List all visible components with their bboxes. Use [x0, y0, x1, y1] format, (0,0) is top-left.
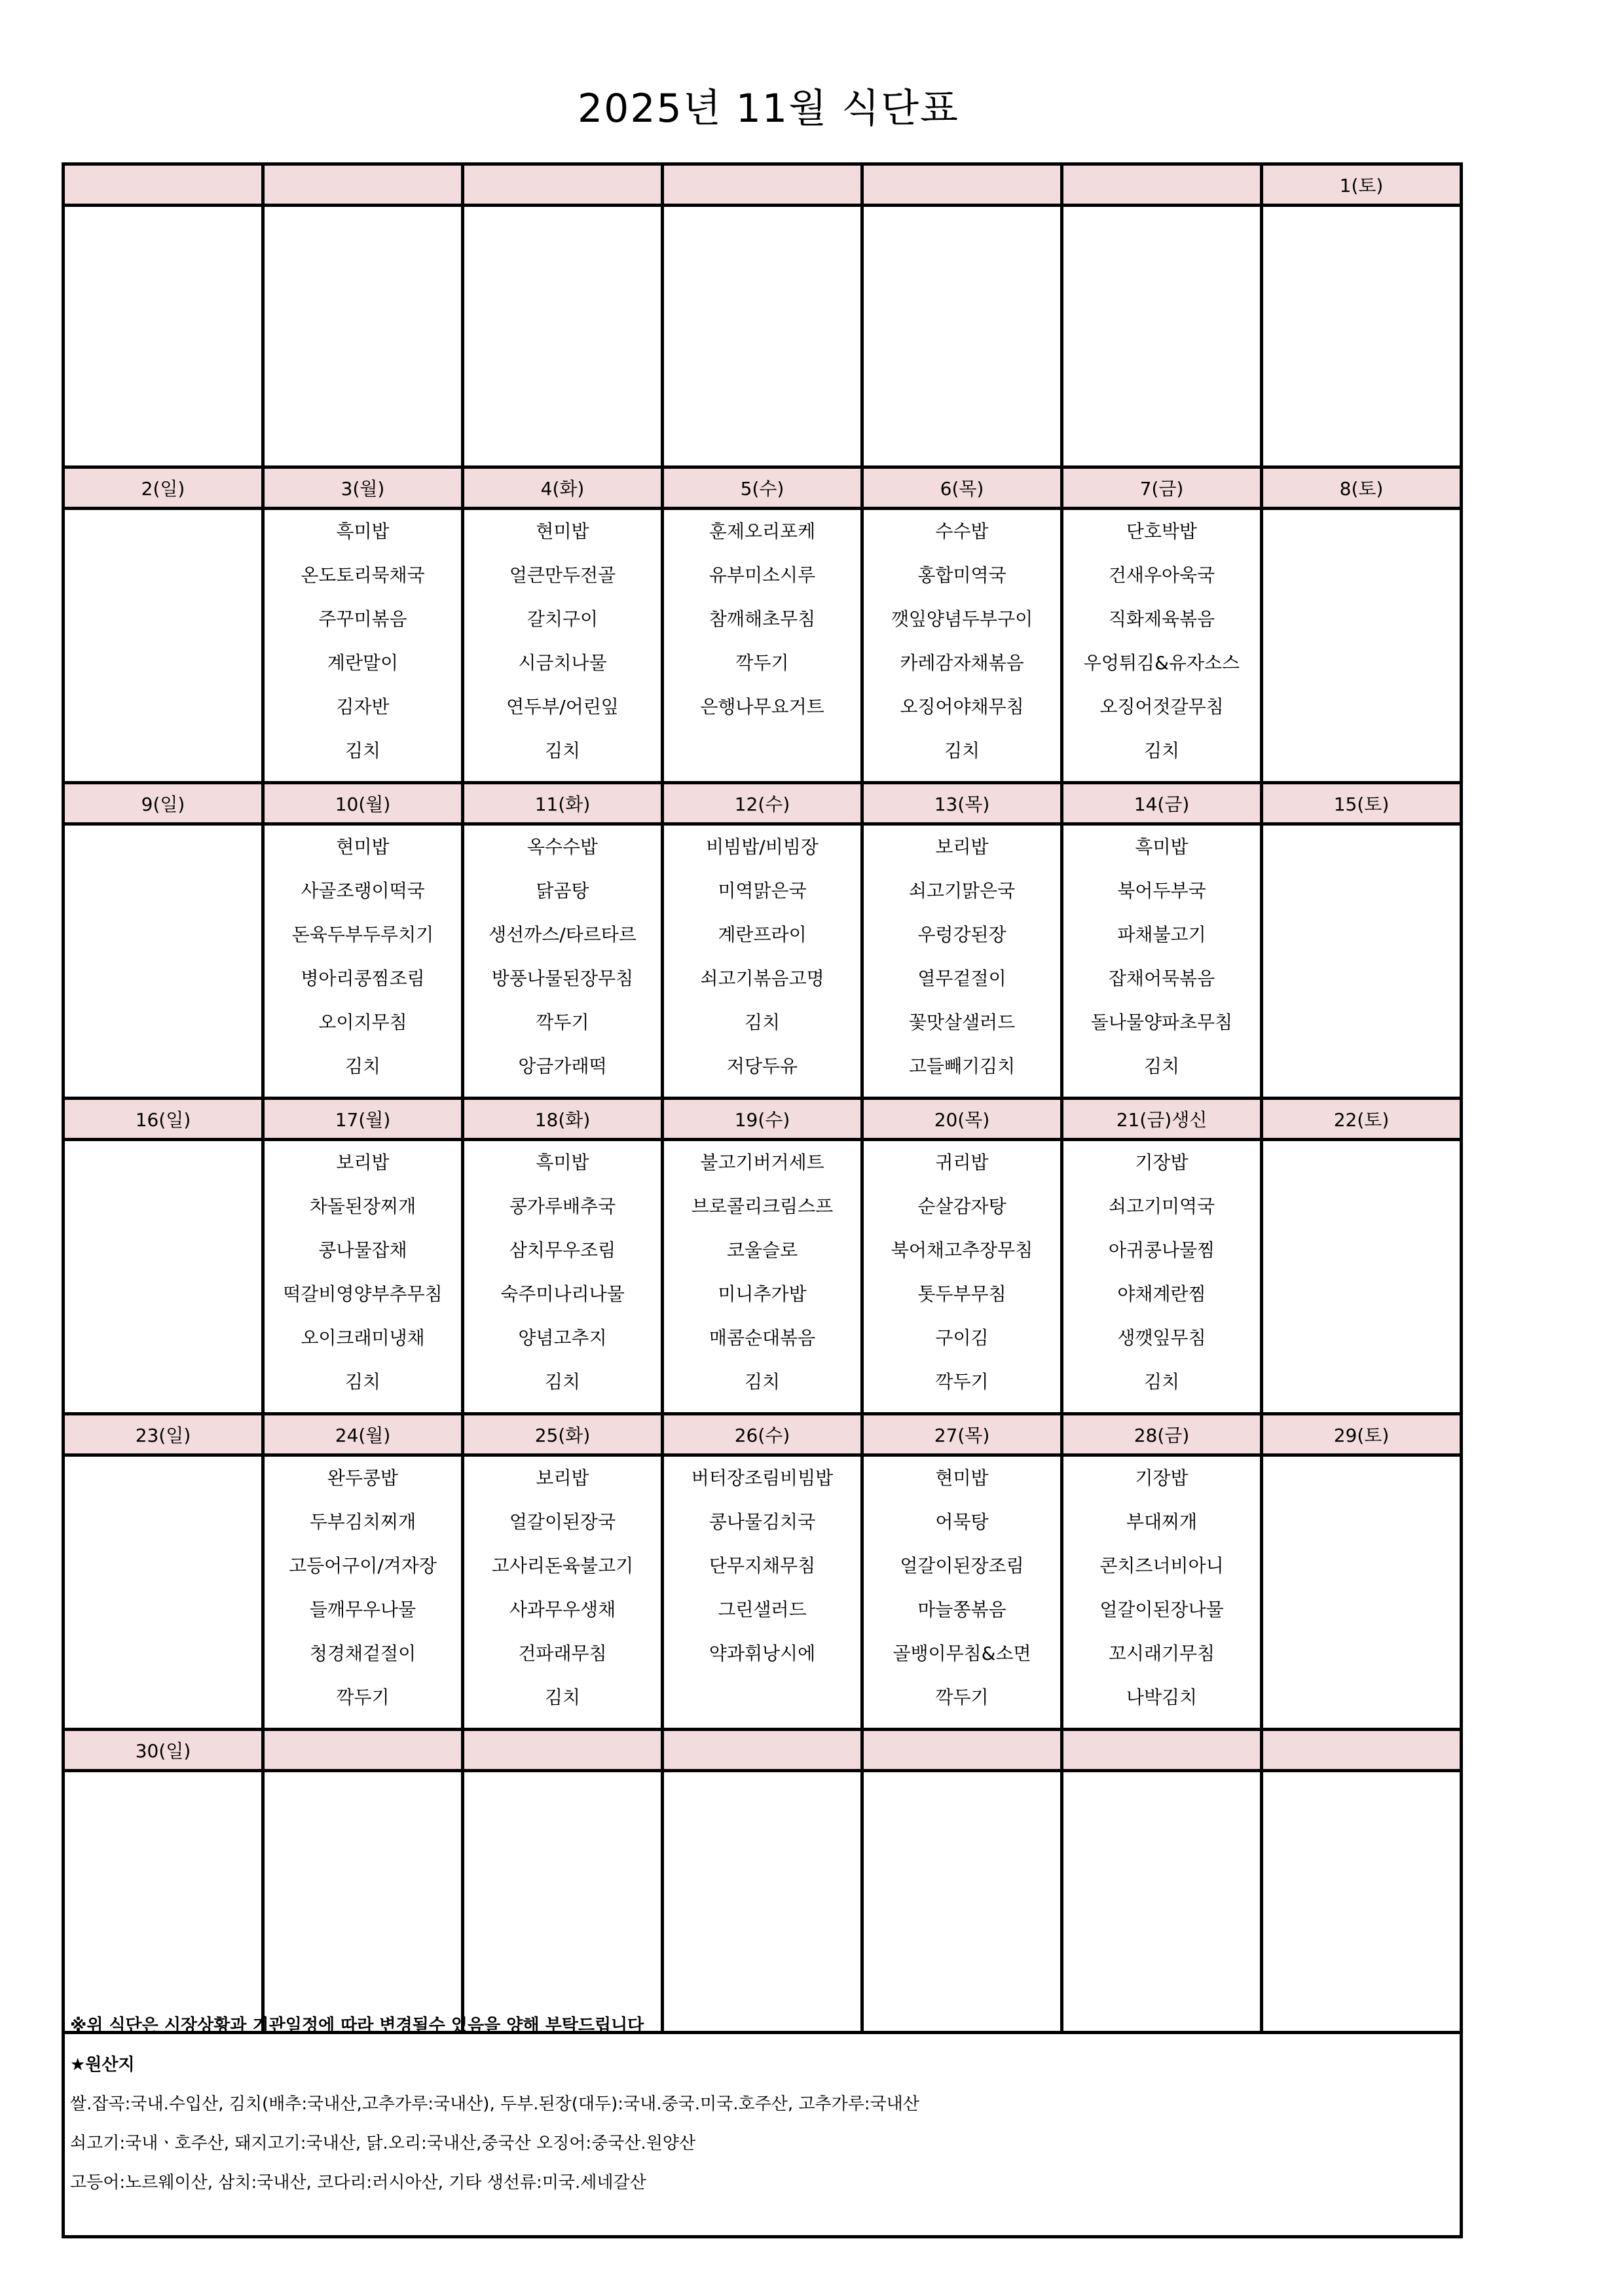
day-label: 25(화) — [463, 1414, 663, 1455]
day-menu-cell — [663, 1771, 862, 2033]
meal-calendar — [62, 162, 1463, 2034]
menu-list — [1263, 207, 1460, 215]
menu-list — [265, 1772, 461, 1780]
menu-list — [265, 510, 461, 781]
day-menu-cell — [862, 1455, 1062, 1730]
menu-item: 오징어젓갈무침 — [1099, 696, 1224, 718]
menu-item: 깍두기 — [536, 1011, 589, 1033]
day-menu-cell — [64, 206, 263, 467]
menu-item: 돌나물양파초무침 — [1090, 1011, 1233, 1033]
day-menu-cell — [862, 206, 1062, 467]
day-menu-cell — [663, 1140, 862, 1414]
day-menu-cell — [862, 509, 1062, 783]
menu-item: 코울슬로 — [726, 1239, 798, 1261]
menu-item: 단무지채무침 — [709, 1555, 816, 1576]
day-menu-cell — [862, 1140, 1062, 1414]
menu-item: 숙주미나리나물 — [500, 1283, 625, 1305]
menu-item: 꽃맛살샐러드 — [908, 1011, 1016, 1033]
day-label — [663, 164, 862, 206]
menu-item: 얼큰만두전골 — [509, 564, 616, 586]
day-label: 15(토) — [1262, 783, 1462, 824]
menu-item: 오이크래미냉채 — [301, 1327, 425, 1349]
menu-item: 마늘쫑볶음 — [917, 1599, 1006, 1620]
day-menu-cell — [463, 509, 663, 783]
menu-item: 참깨해초무침 — [709, 608, 816, 630]
day-menu-cell — [1262, 824, 1462, 1099]
day-label — [463, 1730, 663, 1771]
week-menu-row — [64, 824, 1462, 1099]
menu-item: 김치 — [344, 740, 381, 761]
day-menu-cell — [1062, 509, 1262, 783]
day-label: 9(일) — [64, 783, 263, 824]
day-menu-cell — [263, 206, 463, 467]
menu-list — [1063, 826, 1260, 1097]
day-menu-cell — [1062, 1140, 1262, 1414]
menu-item: 계란프라이 — [718, 924, 807, 945]
day-menu-cell — [463, 1140, 663, 1414]
day-label: 27(목) — [862, 1414, 1062, 1455]
day-menu-cell — [64, 509, 263, 783]
menu-item: 깍두기 — [935, 1686, 989, 1708]
menu-item: 은행나무요거트 — [700, 696, 824, 718]
menu-item: 깍두기 — [735, 652, 789, 674]
day-label: 7(금) — [1062, 467, 1262, 509]
menu-item: 흑미밥 — [536, 1152, 589, 1173]
menu-item — [664, 737, 860, 781]
day-menu-cell — [1262, 1771, 1462, 2033]
notice-text: ※위 식단은 시장상황과 기관일정에 따라 변경될수 있음을 양해 부탁드립니다 — [70, 2016, 644, 2035]
day-menu-cell — [663, 824, 862, 1099]
day-label: 2(일) — [64, 467, 263, 509]
menu-item: 꼬시래기무침 — [1108, 1643, 1215, 1664]
menu-item: 사과무우생채 — [509, 1599, 616, 1620]
day-menu-cell — [663, 206, 862, 467]
menu-list — [265, 1457, 461, 1728]
menu-list — [664, 826, 860, 1097]
menu-item: 카레감자채볶음 — [900, 652, 1024, 674]
menu-item: 양념고추지 — [518, 1327, 607, 1349]
week-menu-row — [64, 1771, 1462, 2033]
menu-item: 김치 — [744, 1011, 781, 1033]
page-title: 2025년 11월 식단표 — [578, 86, 959, 132]
day-menu-cell — [663, 1455, 862, 1730]
day-menu-cell — [64, 1455, 263, 1730]
menu-item: 생선까스/타르타르 — [489, 924, 637, 945]
menu-list — [265, 207, 461, 215]
day-label — [263, 1730, 463, 1771]
day-label: 23(일) — [64, 1414, 263, 1455]
menu-item: 부대찌개 — [1126, 1511, 1198, 1533]
menu-item: 김치 — [1143, 1371, 1180, 1393]
menu-item: 우렁강된장 — [917, 924, 1006, 945]
menu-item: 북어채고추장무침 — [891, 1239, 1033, 1261]
menu-item: 톳두부무침 — [917, 1283, 1006, 1305]
day-menu-cell — [64, 824, 263, 1099]
menu-list — [1063, 1457, 1260, 1728]
menu-item: 갈치구이 — [526, 608, 599, 630]
origin-title: ★원산지 — [70, 2055, 135, 2075]
day-menu-cell — [1062, 1455, 1262, 1730]
day-label: 18(화) — [463, 1099, 663, 1140]
menu-item: 콩나물잡채 — [318, 1239, 407, 1261]
day-label: 30(일) — [64, 1730, 263, 1771]
day-menu-cell — [64, 1140, 263, 1414]
menu-list — [664, 1772, 860, 1780]
day-menu-cell — [1062, 206, 1262, 467]
menu-item: 쇠고기맑은국 — [908, 880, 1016, 902]
menu-item: 아귀콩나물찜 — [1108, 1239, 1215, 1261]
menu-list — [464, 1772, 661, 1780]
menu-list — [664, 1141, 860, 1412]
week-header-row — [64, 1414, 1462, 1455]
menu-item: 건새우아욱국 — [1108, 564, 1215, 586]
menu-item: 열무겉절이 — [917, 968, 1006, 989]
day-menu-cell — [463, 206, 663, 467]
menu-item: 보리밥 — [336, 1152, 390, 1173]
menu-item: 완두콩밥 — [327, 1467, 399, 1489]
menu-item: 닭곰탕 — [536, 880, 589, 902]
notes-box — [62, 2005, 1463, 2238]
menu-item: 김치 — [544, 1371, 581, 1393]
menu-item: 그린샐러드 — [718, 1599, 807, 1620]
menu-item: 직화제육볶음 — [1108, 608, 1215, 630]
menu-item: 버터장조림비빔밥 — [691, 1467, 834, 1489]
menu-item: 콘치즈너비아니 — [1099, 1555, 1224, 1576]
week-menu-row — [64, 509, 1462, 783]
day-label: 22(토) — [1262, 1099, 1462, 1140]
day-label — [1262, 1730, 1462, 1771]
day-label — [64, 164, 263, 206]
menu-item — [664, 1684, 860, 1728]
day-menu-cell — [1262, 1455, 1462, 1730]
menu-item: 잡채어묵볶음 — [1108, 968, 1215, 989]
menu-item: 현미밥 — [336, 836, 390, 858]
menu-item: 순살감자탕 — [917, 1195, 1006, 1217]
day-label — [263, 164, 463, 206]
menu-item: 얼갈이된장조림 — [900, 1555, 1024, 1576]
menu-item: 김치 — [944, 740, 980, 761]
day-label: 4(화) — [463, 467, 663, 509]
menu-item: 미역맑은국 — [718, 880, 807, 902]
menu-list — [1063, 1141, 1260, 1412]
menu-list — [864, 207, 1060, 215]
menu-item: 약과휘낭시에 — [709, 1643, 816, 1664]
day-menu-cell — [64, 1771, 263, 2033]
menu-item: 파채불고기 — [1117, 924, 1206, 945]
menu-item: 오이지무침 — [318, 1011, 407, 1033]
menu-list — [464, 1457, 661, 1728]
day-label: 13(목) — [862, 783, 1062, 824]
menu-item: 보리밥 — [935, 836, 989, 858]
menu-item: 쇠고기미역국 — [1108, 1195, 1215, 1217]
menu-item: 콩나물김치국 — [709, 1511, 816, 1533]
menu-item: 연두부/어린잎 — [506, 696, 619, 718]
menu-list — [464, 207, 661, 215]
day-menu-cell — [263, 824, 463, 1099]
menu-item: 흑미밥 — [336, 520, 390, 542]
menu-list — [664, 1457, 860, 1728]
menu-item: 시금치나물 — [518, 652, 607, 674]
week-menu-row — [64, 1455, 1462, 1730]
day-label — [862, 164, 1062, 206]
day-label: 5(수) — [663, 467, 862, 509]
menu-list — [265, 826, 461, 1097]
day-label: 28(금) — [1062, 1414, 1262, 1455]
menu-item: 얼갈이된장나물 — [1099, 1599, 1224, 1620]
menu-item: 건파래무침 — [518, 1643, 607, 1664]
origin-line: 쇠고기:국내ㆍ호주산, 돼지고기:국내산, 닭.오리:국내산,중국산 오징어:중국산.원양산 — [70, 2134, 696, 2153]
menu-item: 온도토리묵채국 — [301, 564, 425, 586]
menu-item: 얼갈이된장국 — [509, 1511, 616, 1533]
menu-item: 김치 — [344, 1371, 381, 1393]
menu-item: 병아리콩찜조림 — [301, 968, 425, 989]
menu-list — [1263, 826, 1460, 833]
menu-item: 오징어야채무침 — [900, 696, 1024, 718]
day-label: 17(월) — [263, 1099, 463, 1140]
menu-list — [65, 510, 261, 518]
menu-list — [65, 1772, 261, 1780]
day-menu-cell — [263, 1771, 463, 2033]
week-header-row — [64, 1730, 1462, 1771]
menu-list — [864, 510, 1060, 781]
menu-item: 흑미밥 — [1135, 836, 1189, 858]
menu-item: 홍합미역국 — [917, 564, 1006, 586]
menu-item: 떡갈비영양부추무침 — [283, 1283, 443, 1305]
day-label: 12(수) — [663, 783, 862, 824]
day-menu-cell — [663, 509, 862, 783]
menu-list — [65, 1457, 261, 1465]
day-menu-cell — [463, 1455, 663, 1730]
menu-item: 비빔밥/비빔장 — [706, 836, 819, 858]
week-menu-row — [64, 1140, 1462, 1414]
day-label: 10(월) — [263, 783, 463, 824]
menu-item: 차돌된장찌개 — [309, 1195, 416, 1217]
day-label: 16(일) — [64, 1099, 263, 1140]
menu-item: 주꾸미볶음 — [318, 608, 407, 630]
menu-item: 김치 — [1143, 740, 1180, 761]
day-menu-cell — [862, 824, 1062, 1099]
menu-item: 브로콜리크림스프 — [691, 1195, 834, 1217]
menu-item: 김치 — [1143, 1055, 1180, 1077]
menu-item: 들깨무우나물 — [309, 1599, 416, 1620]
day-label: 6(목) — [862, 467, 1062, 509]
day-label — [463, 164, 663, 206]
menu-list — [664, 207, 860, 215]
menu-list — [864, 1772, 1060, 1780]
menu-item: 돈육두부두루치기 — [291, 924, 434, 945]
menu-item: 구이김 — [935, 1327, 989, 1349]
menu-list — [1063, 1772, 1260, 1780]
week-header-row — [64, 164, 1462, 206]
menu-item: 야채계란찜 — [1117, 1283, 1206, 1305]
calendar-body — [64, 164, 1462, 2033]
day-label — [1062, 1730, 1262, 1771]
origin-line: 고등어:노르웨이산, 삼치:국내산, 코다리:러시아산, 기타 생선류:미국.세네갈산 — [70, 2173, 646, 2193]
menu-item: 우엉튀김&유자소스 — [1083, 652, 1240, 674]
menu-item: 앙금가래떡 — [518, 1055, 607, 1077]
menu-list — [1263, 510, 1460, 518]
day-label: 19(수) — [663, 1099, 862, 1140]
menu-list — [65, 1141, 261, 1149]
menu-item: 깻잎양념두부구이 — [891, 608, 1033, 630]
menu-item: 김치 — [544, 1686, 581, 1708]
day-menu-cell — [862, 1771, 1062, 2033]
menu-item: 미니추가밥 — [718, 1283, 807, 1305]
menu-item: 고사리돈육불고기 — [491, 1555, 634, 1576]
week-menu-row — [64, 206, 1462, 467]
day-label: 21(금)생신 — [1062, 1099, 1262, 1140]
day-label — [663, 1730, 862, 1771]
day-menu-cell — [463, 824, 663, 1099]
origin-line: 쌀.잡곡:국내.수입산, 김치(배추:국내산,고추가루:국내산), 두부.된장(대두):국내.중국.미국.호주산, 고추가루:국내산 — [70, 2094, 919, 2114]
week-header-row — [64, 1099, 1462, 1140]
menu-item: 고들빼기김치 — [908, 1055, 1016, 1077]
menu-list — [464, 1141, 661, 1412]
menu-item: 삼치무우조림 — [509, 1239, 616, 1261]
menu-item: 계란말이 — [327, 652, 399, 674]
day-label: 11(화) — [463, 783, 663, 824]
menu-item: 옥수수밥 — [526, 836, 599, 858]
day-label: 3(월) — [263, 467, 463, 509]
week-header-row — [64, 783, 1462, 824]
menu-item: 사골조랭이떡국 — [301, 880, 425, 902]
menu-item: 깍두기 — [935, 1371, 989, 1393]
menu-item: 방풍나물된장무침 — [491, 968, 634, 989]
menu-item: 북어두부국 — [1117, 880, 1206, 902]
menu-item: 고등어구이/겨자장 — [289, 1555, 437, 1576]
menu-list — [1063, 510, 1260, 781]
menu-list — [864, 1457, 1060, 1728]
day-menu-cell — [263, 1455, 463, 1730]
day-label: 14(금) — [1062, 783, 1262, 824]
day-label — [862, 1730, 1062, 1771]
day-menu-cell — [1062, 824, 1262, 1099]
menu-item: 매콤순대볶음 — [709, 1327, 816, 1349]
week-header-row — [64, 467, 1462, 509]
day-menu-cell — [1062, 1771, 1262, 2033]
menu-list — [664, 510, 860, 781]
day-menu-cell — [463, 1771, 663, 2033]
menu-list — [464, 510, 661, 781]
menu-list — [1263, 1772, 1460, 1780]
menu-item: 현미밥 — [935, 1467, 989, 1489]
menu-item: 기장밥 — [1135, 1467, 1189, 1489]
day-menu-cell — [263, 1140, 463, 1414]
day-label: 8(토) — [1262, 467, 1462, 509]
menu-item: 김자반 — [336, 696, 390, 718]
menu-item: 김치 — [544, 740, 581, 761]
menu-list — [864, 1141, 1060, 1412]
menu-item: 생깻잎무침 — [1117, 1327, 1206, 1349]
menu-list — [1263, 1141, 1460, 1149]
menu-item: 수수밥 — [935, 520, 989, 542]
menu-item: 훈제오리포케 — [709, 520, 816, 542]
menu-item: 두부김치찌개 — [309, 1511, 416, 1533]
menu-item: 현미밥 — [536, 520, 589, 542]
menu-item: 골뱅이무침&소면 — [893, 1643, 1031, 1664]
menu-item: 기장밥 — [1135, 1152, 1189, 1173]
menu-item: 나박김치 — [1126, 1686, 1198, 1708]
menu-item: 김치 — [344, 1055, 381, 1077]
day-menu-cell — [1262, 206, 1462, 467]
menu-item: 청경채겉절이 — [309, 1643, 416, 1664]
day-menu-cell — [1262, 509, 1462, 783]
menu-list — [265, 1141, 461, 1412]
menu-list — [864, 826, 1060, 1097]
day-label: 24(월) — [263, 1414, 463, 1455]
menu-item: 보리밥 — [536, 1467, 589, 1489]
menu-item: 김치 — [744, 1371, 781, 1393]
menu-item: 유부미소시루 — [709, 564, 816, 586]
menu-list — [65, 207, 261, 215]
menu-item: 깍두기 — [336, 1686, 390, 1708]
menu-list — [464, 826, 661, 1097]
menu-item: 불고기버거세트 — [700, 1152, 824, 1173]
day-label — [1062, 164, 1262, 206]
menu-item: 단호박밥 — [1126, 520, 1198, 542]
day-menu-cell — [263, 509, 463, 783]
menu-item: 귀리밥 — [935, 1152, 989, 1173]
day-label: 29(토) — [1262, 1414, 1462, 1455]
day-menu-cell — [1262, 1140, 1462, 1414]
menu-item: 어묵탕 — [935, 1511, 989, 1533]
day-label: 1(토) — [1262, 164, 1462, 206]
menu-list — [1063, 207, 1260, 215]
menu-item: 콩가루배추국 — [509, 1195, 616, 1217]
day-label: 20(목) — [862, 1099, 1062, 1140]
menu-item: 쇠고기볶음고명 — [700, 968, 824, 989]
day-label: 26(수) — [663, 1414, 862, 1455]
menu-list — [1263, 1457, 1460, 1465]
menu-list — [65, 826, 261, 833]
menu-item: 저당두유 — [726, 1055, 798, 1077]
